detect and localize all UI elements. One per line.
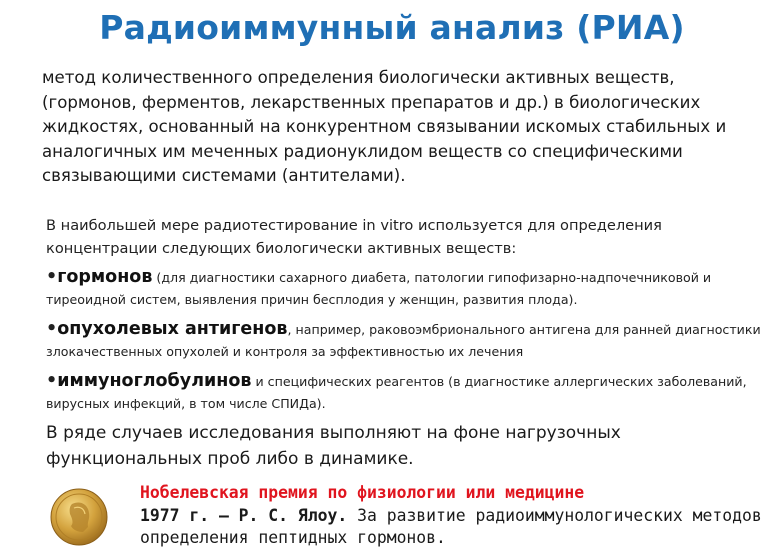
definition-paragraph: метод количественного определения биологически активных веществ, (гормонов, ферментов, лекарственных препаратов и др.) в биологических жидкостях, основанный на конкурентном связывании искомых стабильных и аналогичных им меченных радионуклидом веществ со специфическими связывающими системами (антителами). [42,68,727,185]
nobel-laureate: 1977 г. – Р. С. Ялоу. [140,505,348,525]
closing-paragraph: В ряде случаев исследования выполняют на фоне нагрузочных функциональных проб либо в динамике. [46,423,621,469]
bullet-item-immunoglobulins [46,370,771,415]
bullet-marker: • [46,267,58,287]
bullet-marker: • [46,319,58,339]
nobel-prize-block [140,482,780,550]
bullet-detail: , например, раковоэмбрионального антигена для ранней диагностики злокачественных опухолей и контроля за эффективностью их лечения [46,322,761,359]
nobel-medal-icon [50,488,108,546]
bullet-term: иммуноглобулинов [57,371,252,391]
nobel-reason: За развитие радиоиммунологических методов определения пептидных гормонов. [140,505,762,547]
slide-title: Радиоиммунный анализ (РИА) [99,8,685,47]
bullet-term: гормонов [57,267,153,287]
nobel-prize-heading: Нобелевская премия по физиологии или медицине [140,483,585,502]
bullet-term: опухолевых антигенов [57,319,288,339]
bullet-detail: и специфических реагентов (в диагностике аллергических заболеваний, вирусных инфекций, в том числе СПИДа). [46,374,747,411]
bullet-marker: • [46,371,58,391]
bullet-item-tumor-antigens [46,318,771,363]
bullet-detail: (для диагностики сахарного диабета, патологии гипофизарно-надпочечниковой и тиреоидной систем, выявления причин бесплодия у женщин, развития плода). [46,270,712,307]
intro-paragraph: В наибольшей мере радиотестирование in vitro используется для определения концентрации следующих биологически активных веществ: [46,217,662,257]
bullet-item-hormones [46,266,771,311]
